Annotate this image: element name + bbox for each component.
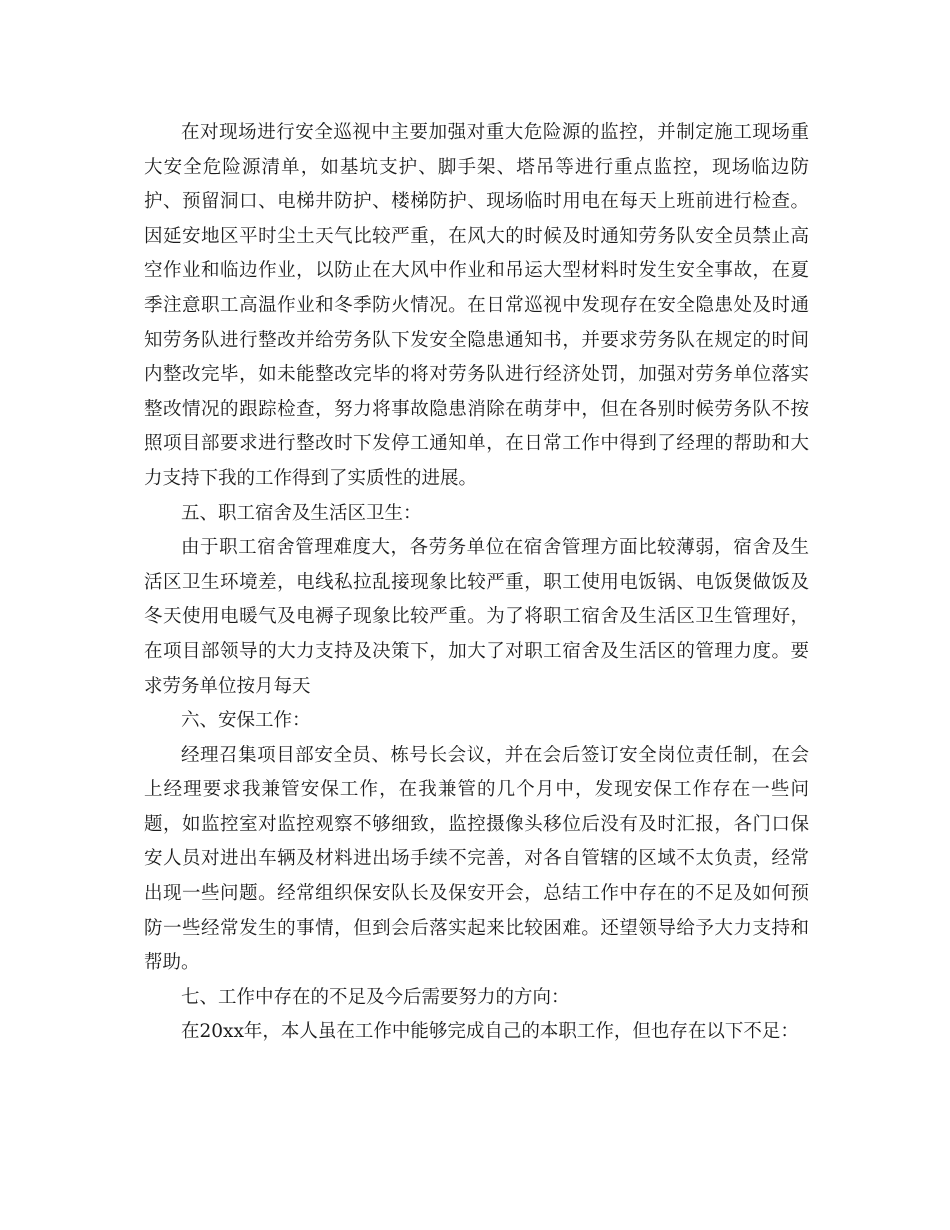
document-body <box>144 116 809 1050</box>
paragraph-dormitory-management: 由于职工宿舍管理难度大，各劳务单位在宿舍管理方面比较薄弱，宿舍及生活区卫生环境差，电线私拉乱接现象比较严重，职工使用电饭锅、电饭煲做饭及冬天使用电暖气及电褥子现象比较严重。为了将职工宿舍及生活区卫生管理好，在项目部领导的大力支持及决策下，加大了对职工宿舍及生活区的管理力度。要求劳务单位按月每天 <box>144 537 809 697</box>
heading-shortcomings-and-direction: 七、工作中存在的不足及今后需要努力的方向： <box>181 986 570 1008</box>
paragraph-security-work: 经理召集项目部安全员、栋号长会议，并在会后签订安全岗位责任制，在会上经理要求我兼管安保工作，在我兼管的几个月中，发现安保工作存在一些问题，如监控室对监控观察不够细致，监控摄像头移位后没有及时汇报，各门口保安人员对进出车辆及材料进出场手续不完善，对各自管辖的区域不太负责，经常出现一些问题。经常组织保安队长及保安开会，总结工作中存在的不足及如何预防一些经常发生的事情，但到会后落实起来比较困难。还望领导给予大力支持和帮助。 <box>144 744 809 974</box>
paragraph-shortcomings-intro: 在20xx年，本人虽在工作中能够完成自己的本职工作，但也存在以下不足： <box>181 1021 799 1043</box>
paragraph-site-safety-inspection: 在对现场进行安全巡视中主要加强对重大危险源的监控，并制定施工现场重大安全危险源清单，如基坑支护、脚手架、塔吊等进行重点监控，现场临边防护、预留洞口、电梯井防护、楼梯防护、现场临时用电在每天上班前进行检查。因延安地区平时尘土天气比较严重，在风大的时候及时通知劳务队安全员禁止高空作业和临边作业，以防止在大风中作业和吊运大型材料时发生安全事故，在夏季注意职工高温作业和冬季防火情况。在日常巡视中发现存在安全隐患处及时通知劳务队进行整改并给劳务队下发安全隐患通知书，并要求劳务队在规定的时间内整改完毕，如未能整改完毕的将对劳务队进行经济处罚，加强对劳务单位落实整改情况的跟踪检查，努力将事故隐患消除在萌芽中，但在各别时候劳务队不按照项目部要求进行整改时下发停工通知单，在日常工作中得到了经理的帮助和大力支持下我的工作得到了实质性的进展。 <box>144 122 809 489</box>
heading-security-work: 六、安保工作： <box>181 710 311 732</box>
heading-dormitory-hygiene: 五、职工宿舍及生活区卫生： <box>181 502 422 524</box>
